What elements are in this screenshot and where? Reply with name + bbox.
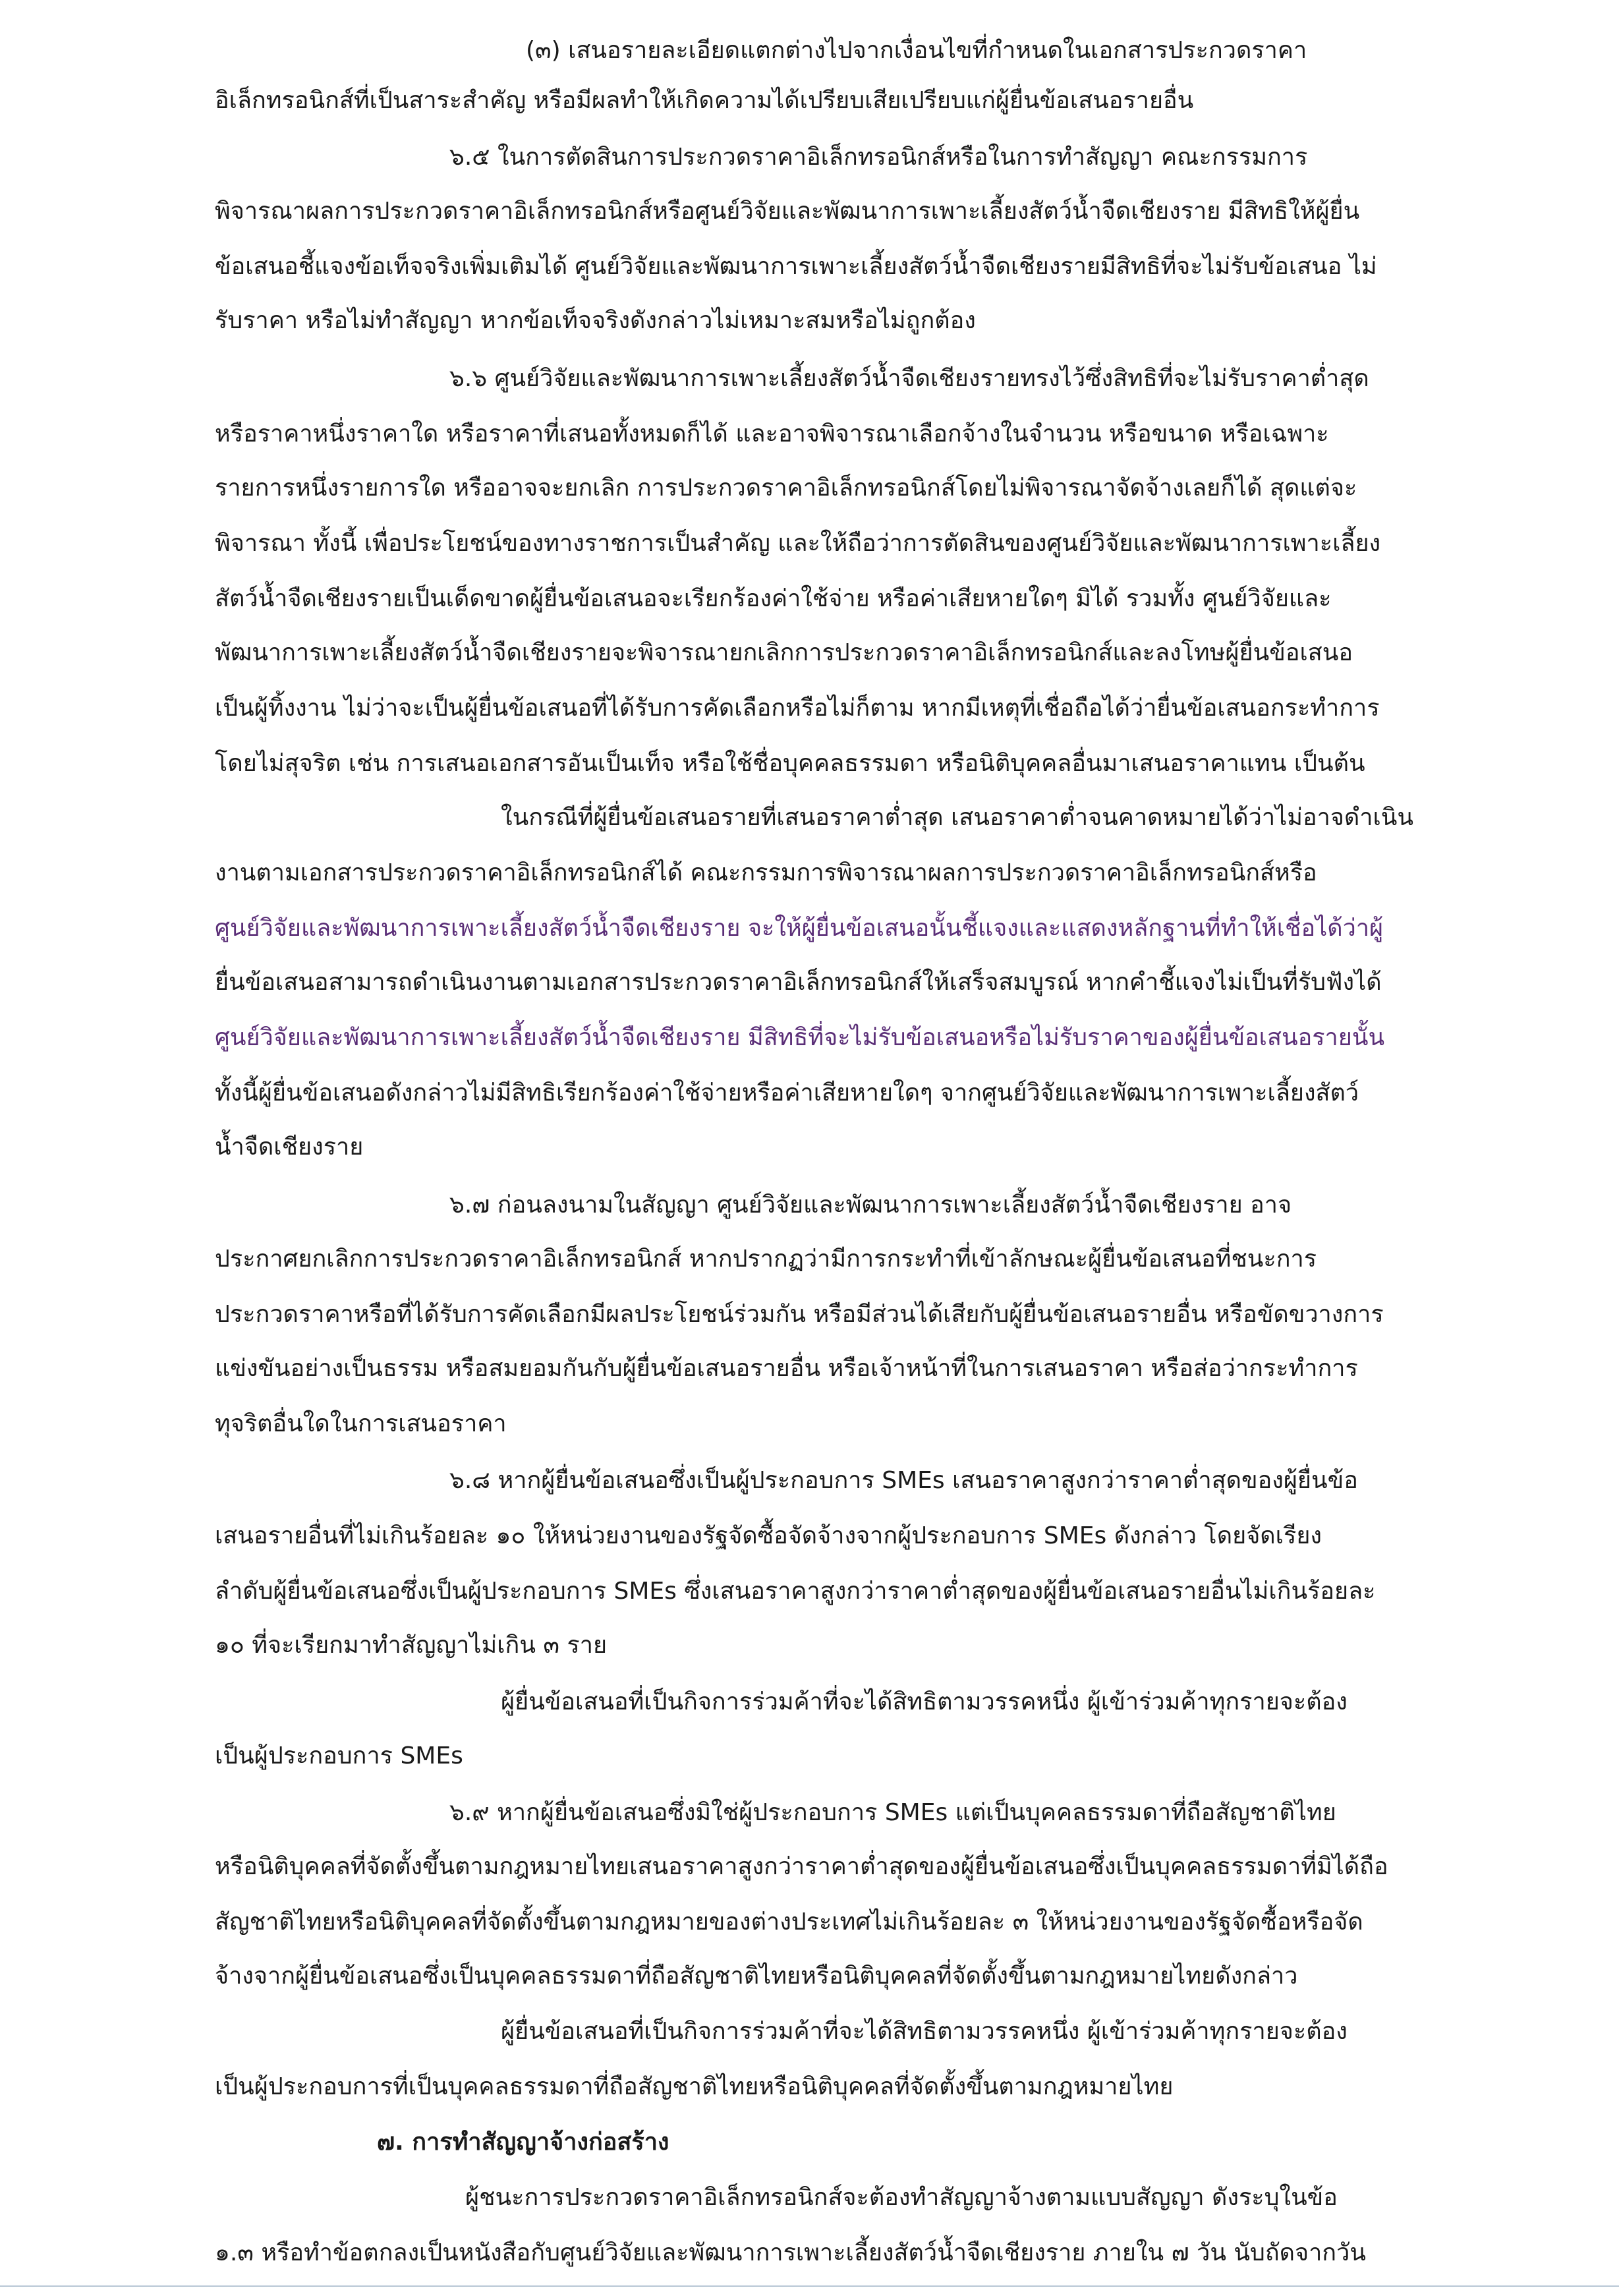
text-line: แข่งขันอย่างเป็นธรรม หรือสมยอมกันกับผู้ยื่นข้อเสนอรายอื่น หรือเจ้าหน้าที่ในการเสนอราคา หรือส่อว่ากระทำการ: [215, 1355, 1358, 1382]
text-line: ศูนย์วิจัยและพัฒนาการเพาะเลี้ยงสัตว์น้ำจืดเชียงราย จะให้ผู้ยื่นข้อเสนอนั้นชี้แจงและแสดงหลักฐานที่ทำให้เชื่อได้ว่าผู้: [215, 915, 1384, 942]
text-line: สัตว์น้ำจืดเชียงรายเป็นเด็ดขาดผู้ยื่นข้อเสนอจะเรียกร้องค่าใช้จ่าย หรือค่าเสียหายใดๆ มิได้ รวมทั้ง ศูนย์วิจัยและ: [215, 585, 1332, 612]
text-line: ประกาศยกเลิกการประกวดราคาอิเล็กทรอนิกส์ หากปรากฏว่ามีการกระทำที่เข้าลักษณะผู้ยื่นข้อเสนอที่ชนะการ: [215, 1246, 1317, 1273]
text-line: ยื่นข้อเสนอสามารถดำเนินงานตามเอกสารประกวดราคาอิเล็กทรอนิกส์ให้เสร็จสมบูรณ์ หากคำชี้แจงไม่เป็นที่รับฟังได้: [215, 969, 1382, 996]
text-line: รับราคา หรือไม่ทำสัญญา หากข้อเท็จจริงดังกล่าวไม่เหมาะสมหรือไม่ถูกต้อง: [215, 307, 976, 334]
text-line: ๑.๓ หรือทำข้อตกลงเป็นหนังสือกับศูนย์วิจัยและพัฒนาการเพาะเลี้ยงสัตว์น้ำจืดเชียงราย ภายใน ๗ วัน นับถัดจากวัน: [215, 2239, 1366, 2266]
text-line: ทั้งนี้ผู้ยื่นข้อเสนอดังกล่าวไม่มีสิทธิเรียกร้องค่าใช้จ่ายหรือค่าเสียหายใดๆ จากศูนย์วิจัยและพัฒนาการเพาะเลี้ยงสัตว์: [215, 1079, 1359, 1106]
text-line: น้ำจืดเชียงราย: [215, 1134, 364, 1161]
text-line: ลำดับผู้ยื่นข้อเสนอซึ่งเป็นผู้ประกอบการ SMEs ซึ่งเสนอราคาสูงกว่าราคาต่ำสุดของผู้ยื่นข้อเสนอรายอื่นไม่เกินร้อยละ: [215, 1578, 1376, 1605]
clause-6-5: ๖.๕ ในการตัดสินการประกวดราคาอิเล็กทรอนิกส์หรือในการทำสัญญา คณะกรรมการ: [449, 144, 1308, 171]
text-line: โดยไม่สุจริต เช่น การเสนอเอกสารอันเป็นเท็จ หรือใช้ชื่อบุคคลธรรมดา หรือนิติบุคคลอื่นมาเสนอราคาแทน เป็นต้น: [215, 750, 1365, 777]
text-line: ข้อเสนอชี้แจงข้อเท็จจริงเพิ่มเติมได้ ศูนย์วิจัยและพัฒนาการเพาะเลี้ยงสัตว์น้ำจืดเชียงรายมีสิทธิที่จะไม่รับข้อเสนอ ไม่: [215, 253, 1377, 280]
text-line: รายการหนึ่งรายการใด หรืออาจจะยกเลิก การประกวดราคาอิเล็กทรอนิกส์โดยไม่พิจารณาจัดจ้างเลยก็ได้ สุดแต่จะ: [215, 474, 1357, 502]
page-bottom-divider: [0, 2285, 1619, 2287]
text-line: ทุจริตอื่นใดในการเสนอราคา: [215, 1410, 507, 1437]
text-line: เป็นผู้ประกอบการที่เป็นบุคคลธรรมดาที่ถือสัญชาติไทยหรือนิติบุคคลที่จัดตั้งขึ้นตามกฎหมายไทย: [215, 2073, 1174, 2100]
text-line: จ้างจากผู้ยื่นข้อเสนอซึ่งเป็นบุคคลธรรมดาที่ถือสัญชาติไทยหรือนิติบุคคลที่จัดตั้งขึ้นตามกฎหมายไทยดังกล่าว: [215, 1963, 1298, 1990]
text-line: ศูนย์วิจัยและพัฒนาการเพาะเลี้ยงสัตว์น้ำจืดเชียงราย มีสิทธิที่จะไม่รับข้อเสนอหรือไม่รับราคาของผู้ยื่นข้อเสนอรายนั้น: [215, 1024, 1385, 1051]
text-line: งานตามเอกสารประกวดราคาอิเล็กทรอนิกส์ได้ คณะกรรมการพิจารณาผลการประกวดราคาอิเล็กทรอนิกส์หรือ: [215, 859, 1317, 886]
text-line: หรือนิติบุคคลที่จัดตั้งขึ้นตามกฎหมายไทยเสนอราคาสูงกว่าราคาต่ำสุดของผู้ยื่นข้อเสนอซึ่งเป็นบุคคลธรรมดาที่มิได้ถือ: [215, 1853, 1388, 1880]
text-line: ผู้ยื่นข้อเสนอที่เป็นกิจการร่วมค้าที่จะได้สิทธิตามวรรคหนึ่ง ผู้เข้าร่วมค้าทุกรายจะต้อง: [501, 1688, 1348, 1715]
clause-6-9: ๖.๙ หากผู้ยื่นข้อเสนอซึ่งมิใช่ผู้ประกอบการ SMEs แต่เป็นบุคคลธรรมดาที่ถือสัญชาติไทย: [449, 1799, 1336, 1826]
text-line: หรือราคาหนึ่งราคาใด หรือราคาที่เสนอทั้งหมดก็ได้ และอาจพิจารณาเลือกจ้างในจำนวน หรือขนาด หรือเฉพาะ: [215, 420, 1329, 447]
text-line: (๓) เสนอรายละเอียดแตกต่างไปจากเงื่อนไขที่กำหนดในเอกสารประกวดราคา: [526, 37, 1307, 64]
text-line: ประกวดราคาหรือที่ได้รับการคัดเลือกมีผลประโยชน์ร่วมกัน หรือมีส่วนได้เสียกับผู้ยื่นข้อเสนอรายอื่น หรือขัดขวางการ: [215, 1301, 1384, 1328]
clause-6-6: ๖.๖ ศูนย์วิจัยและพัฒนาการเพาะเลี้ยงสัตว์น้ำจืดเชียงรายทรงไว้ซึ่งสิทธิที่จะไม่รับราคาต่ำสุด: [449, 365, 1369, 392]
text-line: พัฒนาการเพาะเลี้ยงสัตว์น้ำจืดเชียงรายจะพิจารณายกเลิกการประกวดราคาอิเล็กทรอนิกส์และลงโทษผู้ยื่นข้อเสนอ: [215, 639, 1353, 666]
clause-6-8: ๖.๘ หากผู้ยื่นข้อเสนอซึ่งเป็นผู้ประกอบการ SMEs เสนอราคาสูงกว่าราคาต่ำสุดของผู้ยื่นข้อ: [449, 1467, 1358, 1494]
text-line: อิเล็กทรอนิกส์ที่เป็นสาระสำคัญ หรือมีผลทำให้เกิดความได้เปรียบเสียเปรียบแก่ผู้ยื่นข้อเสนอรายอื่น: [215, 87, 1194, 114]
text-line: สัญชาติไทยหรือนิติบุคคลที่จัดตั้งขึ้นตามกฎหมายของต่างประเทศไม่เกินร้อยละ ๓ ให้หน่วยงานของรัฐจัดซื้อหรือจัด: [215, 1909, 1363, 1936]
text-line: ผู้ยื่นข้อเสนอที่เป็นกิจการร่วมค้าที่จะได้สิทธิตามวรรคหนึ่ง ผู้เข้าร่วมค้าทุกรายจะต้อง: [501, 2018, 1348, 2045]
text-line: พิจารณา ทั้งนี้ เพื่อประโยชน์ของทางราชการเป็นสำคัญ และให้ถือว่าการตัดสินของศูนย์วิจัยและพัฒนาการเพาะเลี้ยง: [215, 530, 1381, 557]
text-line: เป็นผู้ประกอบการ SMEs: [215, 1742, 463, 1769]
text-line: ในกรณีที่ผู้ยื่นข้อเสนอรายที่เสนอราคาต่ำสุด เสนอราคาต่ำจนคาดหมายได้ว่าไม่อาจดำเนิน: [501, 804, 1413, 831]
clause-6-7: ๖.๗ ก่อนลงนามในสัญญา ศูนย์วิจัยและพัฒนาการเพาะเลี้ยงสัตว์น้ำจืดเชียงราย อาจ: [449, 1191, 1292, 1219]
text-line: พิจารณาผลการประกวดราคาอิเล็กทรอนิกส์หรือศูนย์วิจัยและพัฒนาการเพาะเลี้ยงสัตว์น้ำจืดเชียงราย มีสิทธิให้ผู้ยื่น: [215, 198, 1360, 225]
text-line: เป็นผู้ทิ้งงาน ไม่ว่าจะเป็นผู้ยื่นข้อเสนอที่ได้รับการคัดเลือกหรือไม่ก็ตาม หากมีเหตุที่เชื่อถือได้ว่ายื่นข้อเสนอกระทำการ: [215, 695, 1380, 722]
section-7-heading: ๗. การทำสัญญาจ้างก่อสร้าง: [377, 2129, 669, 2156]
text-line: ผู้ชนะการประกวดราคาอิเล็กทรอนิกส์จะต้องทำสัญญาจ้างตามแบบสัญญา ดังระบุในข้อ: [465, 2184, 1338, 2211]
text-line: เสนอรายอื่นที่ไม่เกินร้อยละ ๑๐ ให้หน่วยงานของรัฐจัดซื้อจัดจ้างจากผู้ประกอบการ SMEs ดังกล่าว โดยจัดเรียง: [215, 1522, 1322, 1549]
text-line: ๑๐ ที่จะเรียกมาทำสัญญาไม่เกิน ๓ ราย: [215, 1632, 608, 1659]
